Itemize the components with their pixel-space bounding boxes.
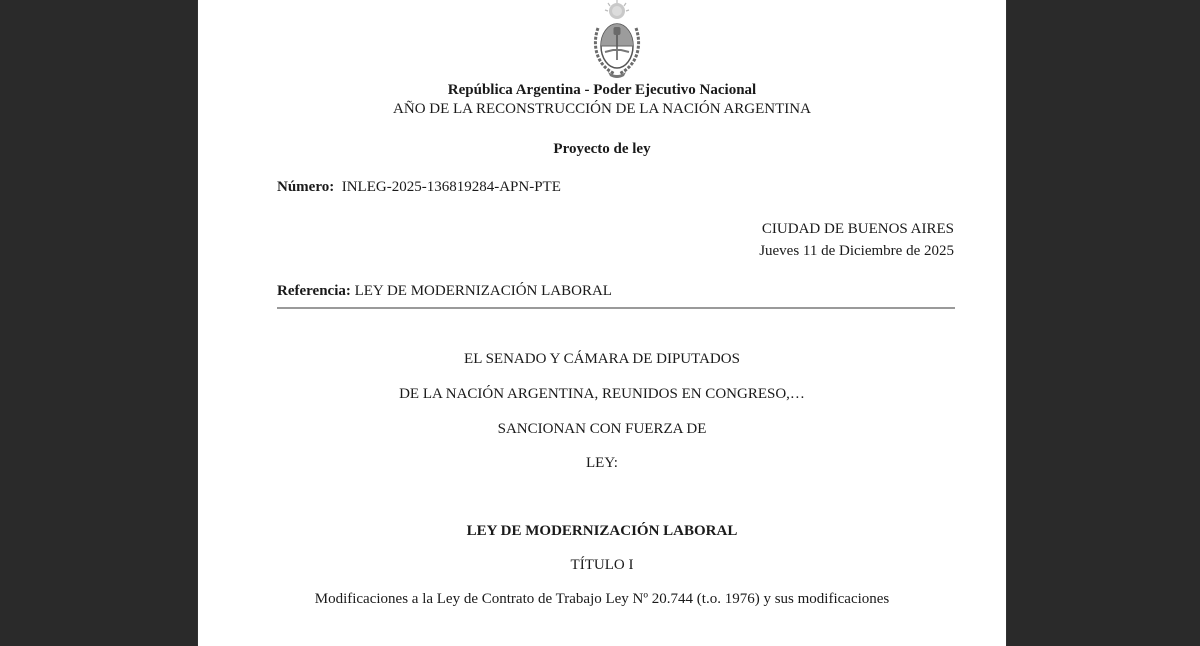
header-year-motto: AÑO DE LA RECONSTRUCCIÓN DE LA NACIÓN ARGENTINA bbox=[393, 101, 811, 117]
preamble-line-2: DE LA NACIÓN ARGENTINA, REUNIDOS EN CONGRESO,… bbox=[399, 386, 805, 402]
document-type: Proyecto de ley bbox=[553, 141, 651, 157]
header-issuer: República Argentina - Poder Ejecutivo Nacional bbox=[447, 82, 757, 98]
referencia-value: LEY DE MODERNIZACIÓN LABORAL bbox=[354, 283, 612, 299]
document-date: Jueves 11 de Diciembre de 2025 bbox=[759, 243, 954, 259]
preamble-line-4: LEY: bbox=[586, 455, 618, 471]
preamble-line-3: SANCIONAN CON FUERZA DE bbox=[497, 421, 707, 437]
numero-value: INLEG-2025-136819284-APN-PTE bbox=[341, 179, 561, 195]
numero-label: Número: bbox=[277, 179, 335, 195]
document-number bbox=[277, 179, 561, 196]
law-title: LEY DE MODERNIZACIÓN LABORAL bbox=[466, 523, 738, 539]
coat-of-arms-argentina-icon bbox=[588, 0, 646, 80]
preamble-line-1: EL SENADO Y CÁMARA DE DIPUTADOS bbox=[464, 351, 740, 367]
document-city: CIUDAD DE BUENOS AIRES bbox=[761, 221, 954, 237]
titulo-heading: TÍTULO I bbox=[570, 557, 634, 573]
document-page bbox=[198, 0, 1006, 646]
referencia-label: Referencia: bbox=[277, 283, 351, 299]
titulo-subtitle: Modificaciones a la Ley de Contrato de Trabajo Ley Nº 20.744 (t.o. 1976) y sus modificaciones bbox=[314, 591, 890, 607]
document-reference bbox=[277, 283, 612, 300]
header-divider bbox=[277, 307, 955, 309]
